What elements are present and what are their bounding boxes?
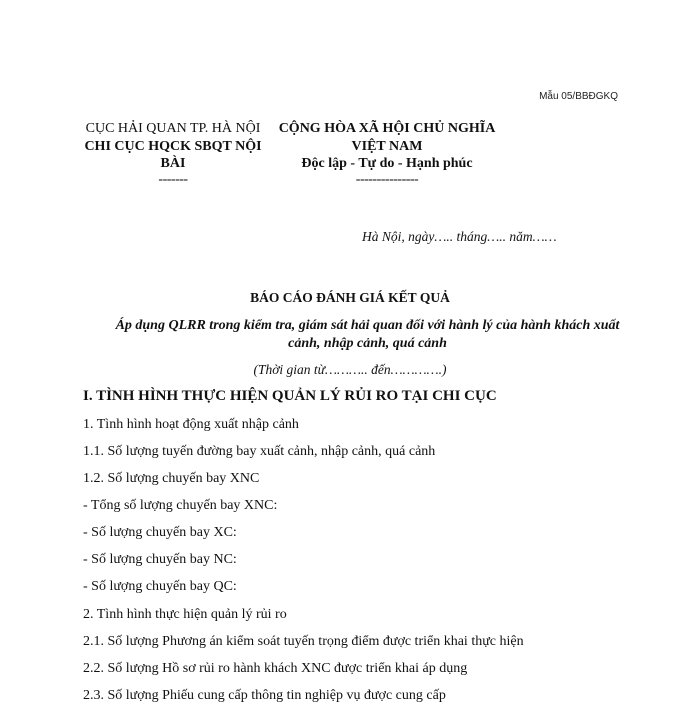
header-left xyxy=(78,120,268,187)
header-left-divider: ------- xyxy=(158,171,188,187)
body-line: - Số lượng chuyến bay NC: xyxy=(83,552,237,567)
body-line: 2.3. Số lượng Phiếu cung cấp thông tin nghiệp vụ được cung cấp xyxy=(83,688,446,703)
document-title: BÁO CÁO ĐÁNH GIÁ KẾT QUẢ xyxy=(250,290,450,305)
body-line: - Số lượng chuyến bay QC: xyxy=(83,579,237,594)
body-line: - Tổng số lượng chuyến bay XNC: xyxy=(83,498,278,513)
report-period: (Thời gian từ……….. đến………….) xyxy=(253,362,447,377)
unit-name: CHI CỤC HQCK SBQT NỘI BÀI xyxy=(84,138,262,171)
body-line: 2.2. Số lượng Hồ sơ rủi ro hành khách XNC được triển khai áp dụng xyxy=(83,661,468,676)
body-line: - Số lượng chuyến bay XC: xyxy=(83,525,237,540)
form-code: Mẫu 05/BBĐGKQ xyxy=(539,91,618,102)
header-right xyxy=(270,120,504,187)
nation-name: CỘNG HÒA XÃ HỘI CHỦ NGHĨA VIỆT NAM xyxy=(278,121,496,154)
body-line: 2.1. Số lượng Phương án kiểm soát tuyến trọng điểm được triển khai thực hiện xyxy=(83,634,524,649)
agency-name: CỤC HẢI QUAN TP. HÀ NỘI xyxy=(85,121,261,136)
document-subtitle: Áp dụng QLRR trong kiểm tra, giám sát hải quan đối với hành lý của hành khách xuất cảnh, nhập cảnh, quá cảnh xyxy=(115,318,620,351)
national-motto: Độc lập - Tự do - Hạnh phúc xyxy=(301,156,473,171)
body-line: 2. Tình hình thực hiện quản lý rủi ro xyxy=(83,607,287,622)
header-right-divider: --------------- xyxy=(355,171,419,187)
body-line: 1.2. Số lượng chuyến bay XNC xyxy=(83,471,260,486)
body-line: 1.1. Số lượng tuyến đường bay xuất cảnh, nhập cảnh, quá cảnh xyxy=(83,444,436,459)
body-line: 1. Tình hình hoạt động xuất nhập cảnh xyxy=(83,417,299,432)
date-line: Hà Nội, ngày….. tháng….. năm…… xyxy=(362,229,557,244)
section-heading-1: I. TÌNH HÌNH THỰC HIỆN QUẢN LÝ RỦI RO TẠI CHI CỤC xyxy=(83,388,497,404)
